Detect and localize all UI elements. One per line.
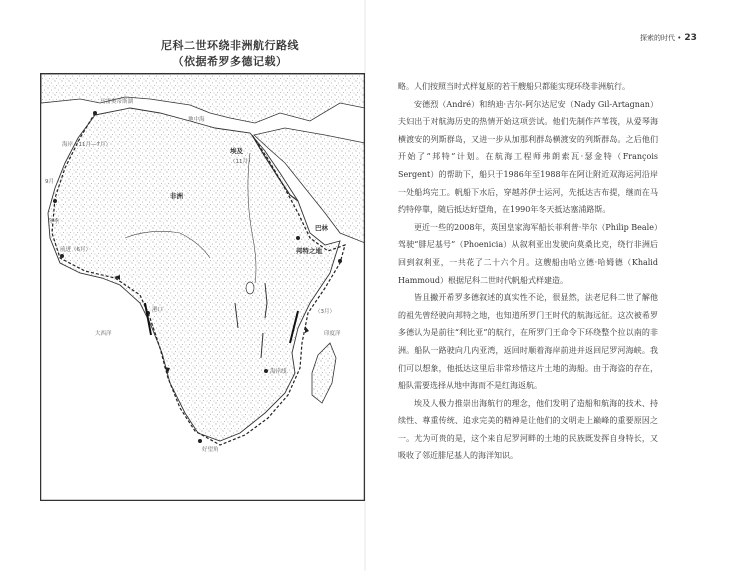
label-cape: 好望角	[202, 447, 219, 453]
paragraph: 皆且撇开希罗多德叙述的真实性不论，很显然，法老尼科二世了解他的祖先曾经驶向邦特之地，也知道所罗门王时代的航海远征。这次被希罗多德认为是前往“利比亚”的航行，在所罗门王命令下环绕整个拉以南的非洲。船队一路驶向几内亚湾，返回时顺着海岸前进并返回尼罗河海峡。我们可以想象，他抵达这里后非常珍惜这片土地的海船。由于海盗的存在，船队需要选择从地中海而不是红海返航。	[398, 293, 658, 391]
label-south-coast: 海岸线	[270, 369, 287, 375]
africa-route-map	[40, 73, 365, 501]
label-june: 前进（6月）	[60, 247, 91, 253]
paragraph: 更近一些的2008年，英国皇家海军船长菲利普·毕尔（Philip Beale）驾驶“腓尼基号”（Phoenicia）从叙利亚出发驶向莫桑比克，绕行非洲后回到叙利亚，一共花了二十六个月。这艘船由哈立德·哈姆德（Khalid Hammoud）根据尼科二世时代帆船式样建造。	[398, 222, 658, 285]
label-egypt: 埃及	[230, 147, 243, 155]
label-bahrain: 巴林	[315, 224, 328, 232]
label-egypt-month: （11月）	[230, 159, 254, 165]
label-cape-coast: 海岸（11月—7月）	[62, 142, 111, 148]
label-mediterranean: 地中海	[188, 117, 205, 123]
label-atlantic: 大西洋	[95, 331, 112, 337]
label-sep: 9月	[45, 179, 54, 185]
label-indian-ocean: 印度洋	[324, 331, 341, 337]
page-bullet: •	[677, 34, 682, 42]
label-march: （3月）	[315, 309, 335, 315]
page-number: 23	[684, 33, 697, 43]
label-punt: 邦特之地	[296, 247, 322, 255]
paragraph: 安德烈（André）和纳迪·吉尔-阿尔达尼安（Nady Gil-Artagnan）夫妇出于对航海历史的热情开始这项尝试。他们先制作芦苇筏，从爱琴海横渡安的列斯群岛，又进一步从加那利群岛横渡安的列斯群岛。之后他们开始了“邦特”计划。在航海工程师弗朗索瓦·瑟金特（François Sergent）的帮助下，船只于1986年至1988年在阿让附近双海运河沿岸一处船坞完工。帆船下水后，穿越苏伊士运河，先抵达吉布提，继而在马约特停靠，随后抵达好望角，在1990年冬天抵达塞浦路斯。	[398, 99, 658, 215]
label-lake: 马雷奥蒂斯湖	[100, 99, 134, 105]
paragraph: 略。人们按照当时式样复原的若干艘船只都能实现环绕非洲航行。	[398, 82, 630, 91]
map-title-line1: 尼科二世环绕非洲航行路线	[161, 39, 299, 52]
running-head-title: 探索的时代	[640, 34, 675, 42]
body-text	[398, 78, 658, 465]
running-head	[640, 33, 697, 43]
map-title-line2: （依据希罗多德记载）	[172, 55, 288, 68]
label-winter: 冬季	[48, 219, 60, 225]
paragraph: 埃及人极力推崇出海航行的理念，他们发明了造船和航海的技术、持续性、尊重传统、追求完美的精神是让他们的文明走上巅峰的重要原因之一。尤为可贵的是，这个来自尼罗河畔的土地的民族既发挥自身特长，又吸收了邻近腓尼基人的海洋知识。	[398, 398, 658, 461]
label-port: 港口	[152, 307, 164, 313]
label-africa: 非洲	[170, 192, 183, 200]
map-title	[120, 38, 340, 70]
